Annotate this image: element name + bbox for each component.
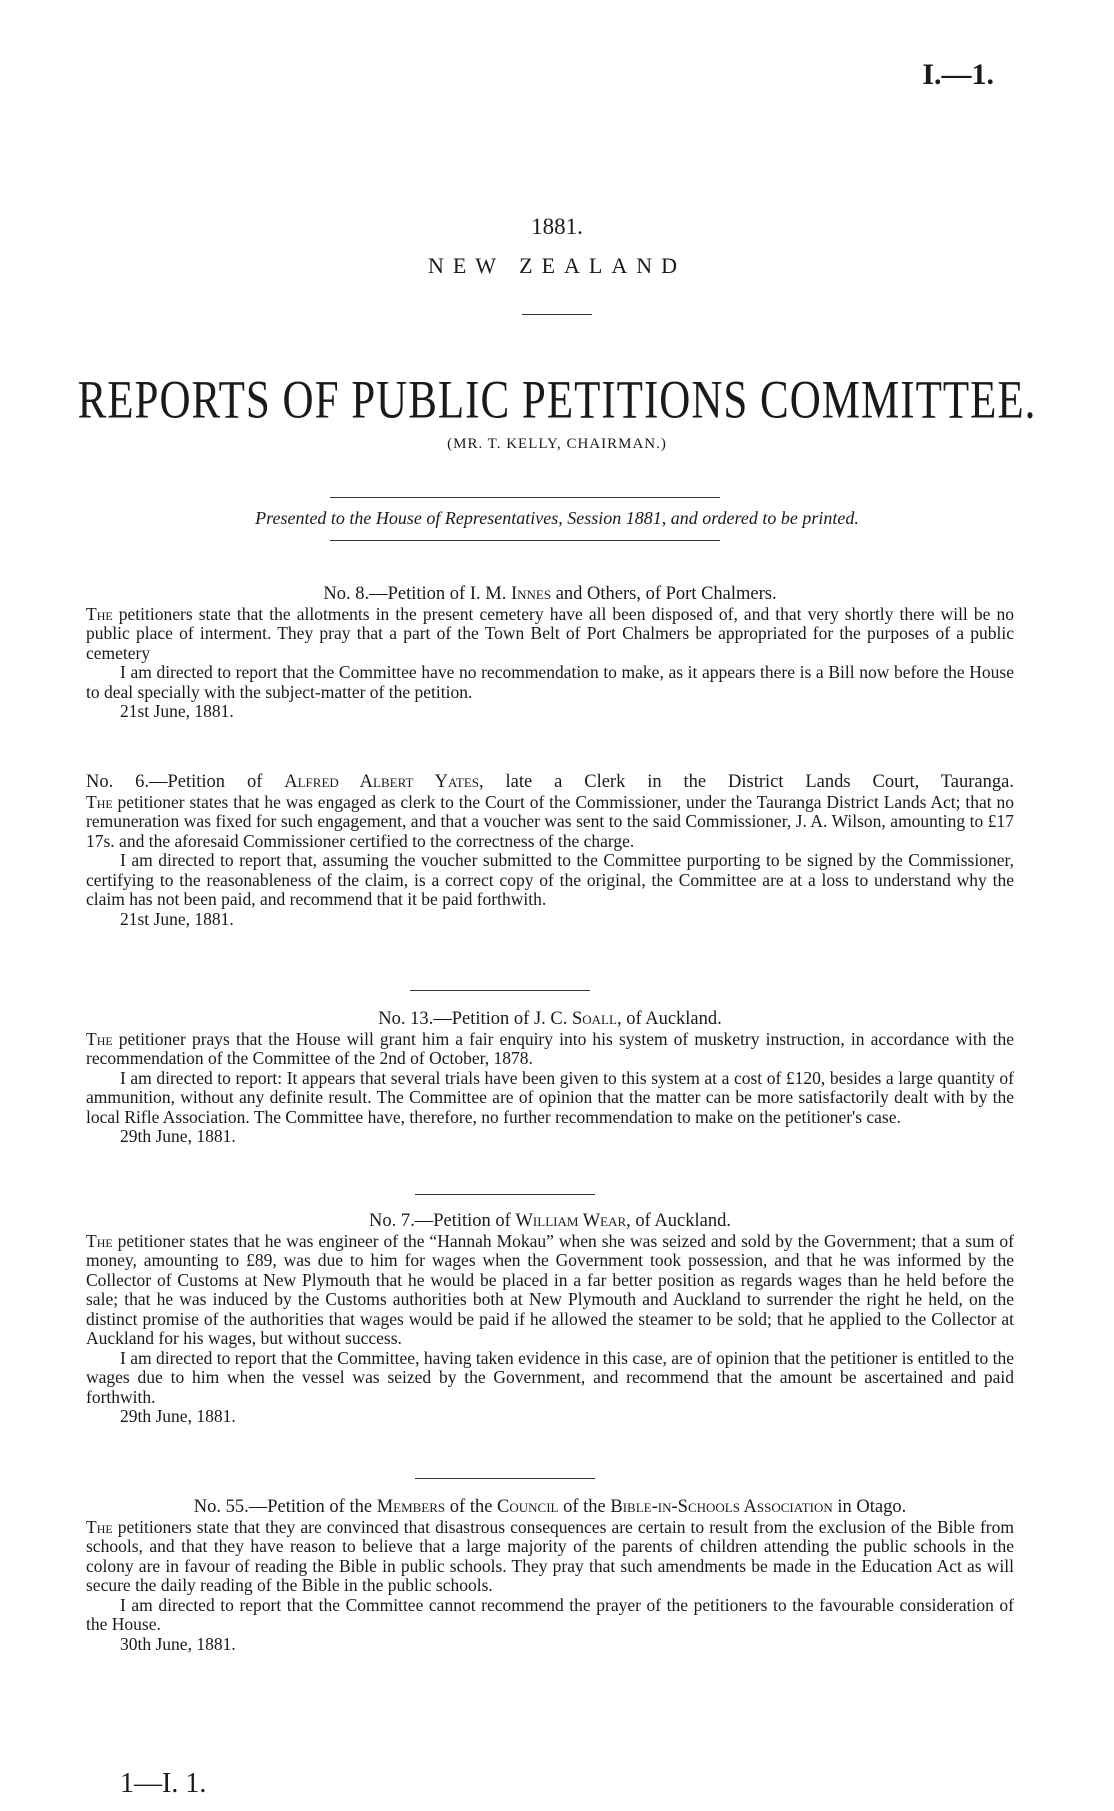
petition-heading: No. 6.—Petition of Alfred Albert Yates, late a Clerk in the District Lands Court, Tauranga. [86, 772, 1014, 792]
presented-line: Presented to the House of Representatives, Session 1881, and ordered to be printed. [255, 508, 859, 528]
title-rule-top [522, 314, 592, 315]
committee-report: I am directed to report that the Committee cannot recommend the prayer of the petitioners to the favourable consideration of the House. [86, 1594, 1014, 1634]
petition-statement: The petitioners state that the allotments in the present cemetery have all been disposed of, and that very shortly there will be no public place of interment. They pray that a part of the Town Belt of Port Chalmers be appropriated for the purposes of a public cemetery [86, 603, 1014, 663]
petition-section [86, 585, 1014, 722]
petition-heading: No. 7.—Petition of William Wear, of Auckland. [369, 1211, 731, 1231]
petition-statement: The petitioners state that they are convinced that disastrous consequences are certain to result from the exclusion of the Bible from schools, and that they have reason to believe that a large majority of the parents of children attending the public schools in the colony are in favour of reading the Bible in public schools. They pray that such amendments be made in the Education Act as will secure the daily reading of the Bible in the public schools. [86, 1516, 1014, 1595]
petition-section [86, 1212, 1014, 1427]
country: NEW ZEALAND [427, 253, 687, 278]
report-date: 21st June, 1881. [120, 908, 234, 929]
year: 1881. [531, 214, 583, 239]
committee-report: I am directed to report that the Committee, having taken evidence in this case, are of opinion that the petitioner is entitled to the wages due to him when the vessel was seized by the Government, and recommend that the amount be ascertained and paid forthwith. [86, 1347, 1014, 1407]
report-date: 29th June, 1881. [120, 1126, 236, 1146]
petition-statement: The petitioner states that he was engineer of the “Hannah Mokau” when she was seized and sold by the Government; that a sum of money, amounting to £89, was due to him for wages when the Government took possession, and that he was informed by the Collector of Customs at New Plymouth that he would be placed in a far better position as regards wages than he held before the sale; that he was induced by the Customs authorities both at New Plymouth and Auckland to surrender the right he held, on the distinct promise of the authorities that wages would be paid if he allowed the steamer to be sold; that he applied to the Collector at Auckland for his wages, but without success. [86, 1230, 1014, 1348]
document-title: REPORTS OF PUBLIC PETITIONS COMMITTEE. [77, 371, 1037, 430]
petition-statement: The petitioner prays that the House will grant him a fair enquiry into his system of musketry instruction, in accordance with the recommendation of the Committee of the 2nd of October, 1878. [86, 1028, 1014, 1068]
presented-rule-top [330, 497, 720, 498]
presented-rule-bottom [330, 540, 720, 541]
sheet-signature: 1—I. 1. [120, 1768, 207, 1799]
report-date: 30th June, 1881. [120, 1633, 236, 1654]
petition-heading: No. 55.—Petition of the Members of the Council of the Bible-in-Schools Association in Otago. [193, 1497, 907, 1517]
section-divider [415, 1194, 595, 1195]
committee-report: I am directed to report that the Committee have no recommendation to make, as it appears there is a Bill now before the House to deal specially with the subject-matter of the petition. [86, 662, 1014, 702]
report-date: 29th June, 1881. [120, 1406, 236, 1426]
committee-report: I am directed to report: It appears that several trials have been given to this system at a cost of £120, besides a large quantity of ammunition, without any definite result. The Committee are of opinion that the matter can be more satisfactorily dealt with by the local Rifle Association. The Committee have, therefore, no further recommendation to make on the petitioner's case. [86, 1067, 1014, 1127]
chairman-line: (MR. T. KELLY, CHAIRMAN.) [447, 436, 667, 452]
petition-statement: The petitioner states that he was engaged as clerk to the Court of the Commissioner, under the Tauranga District Lands Act; that no remuneration was fixed for such engagement, and that a voucher was sent to the said Commissioner, J. A. Wilson, amounting to £17 17s. and the aforesaid Commissioner certified to the correctness of the charge. [86, 791, 1014, 851]
petition-section [86, 1498, 1014, 1654]
section-divider [415, 1478, 595, 1479]
committee-report: I am directed to report that, assuming the voucher submitted to the Committee purporting to be signed by the Commissioner, certifying to the reasonableness of the claim, is a correct copy of the original, the Committee are at a loss to understand why the claim has not been paid, and recommend that it be paid forthwith. [86, 850, 1014, 909]
petition-heading: No. 8.—Petition of I. M. Innes and Others, of Port Chalmers. [323, 584, 777, 604]
petition-section [86, 1010, 1014, 1147]
section-divider [410, 990, 590, 991]
page-reference: I.—1. [922, 58, 994, 91]
petition-section [86, 773, 1014, 929]
petition-heading: No. 13.—Petition of J. C. Soall, of Auckland. [378, 1009, 722, 1029]
report-date: 21st June, 1881. [120, 701, 234, 721]
